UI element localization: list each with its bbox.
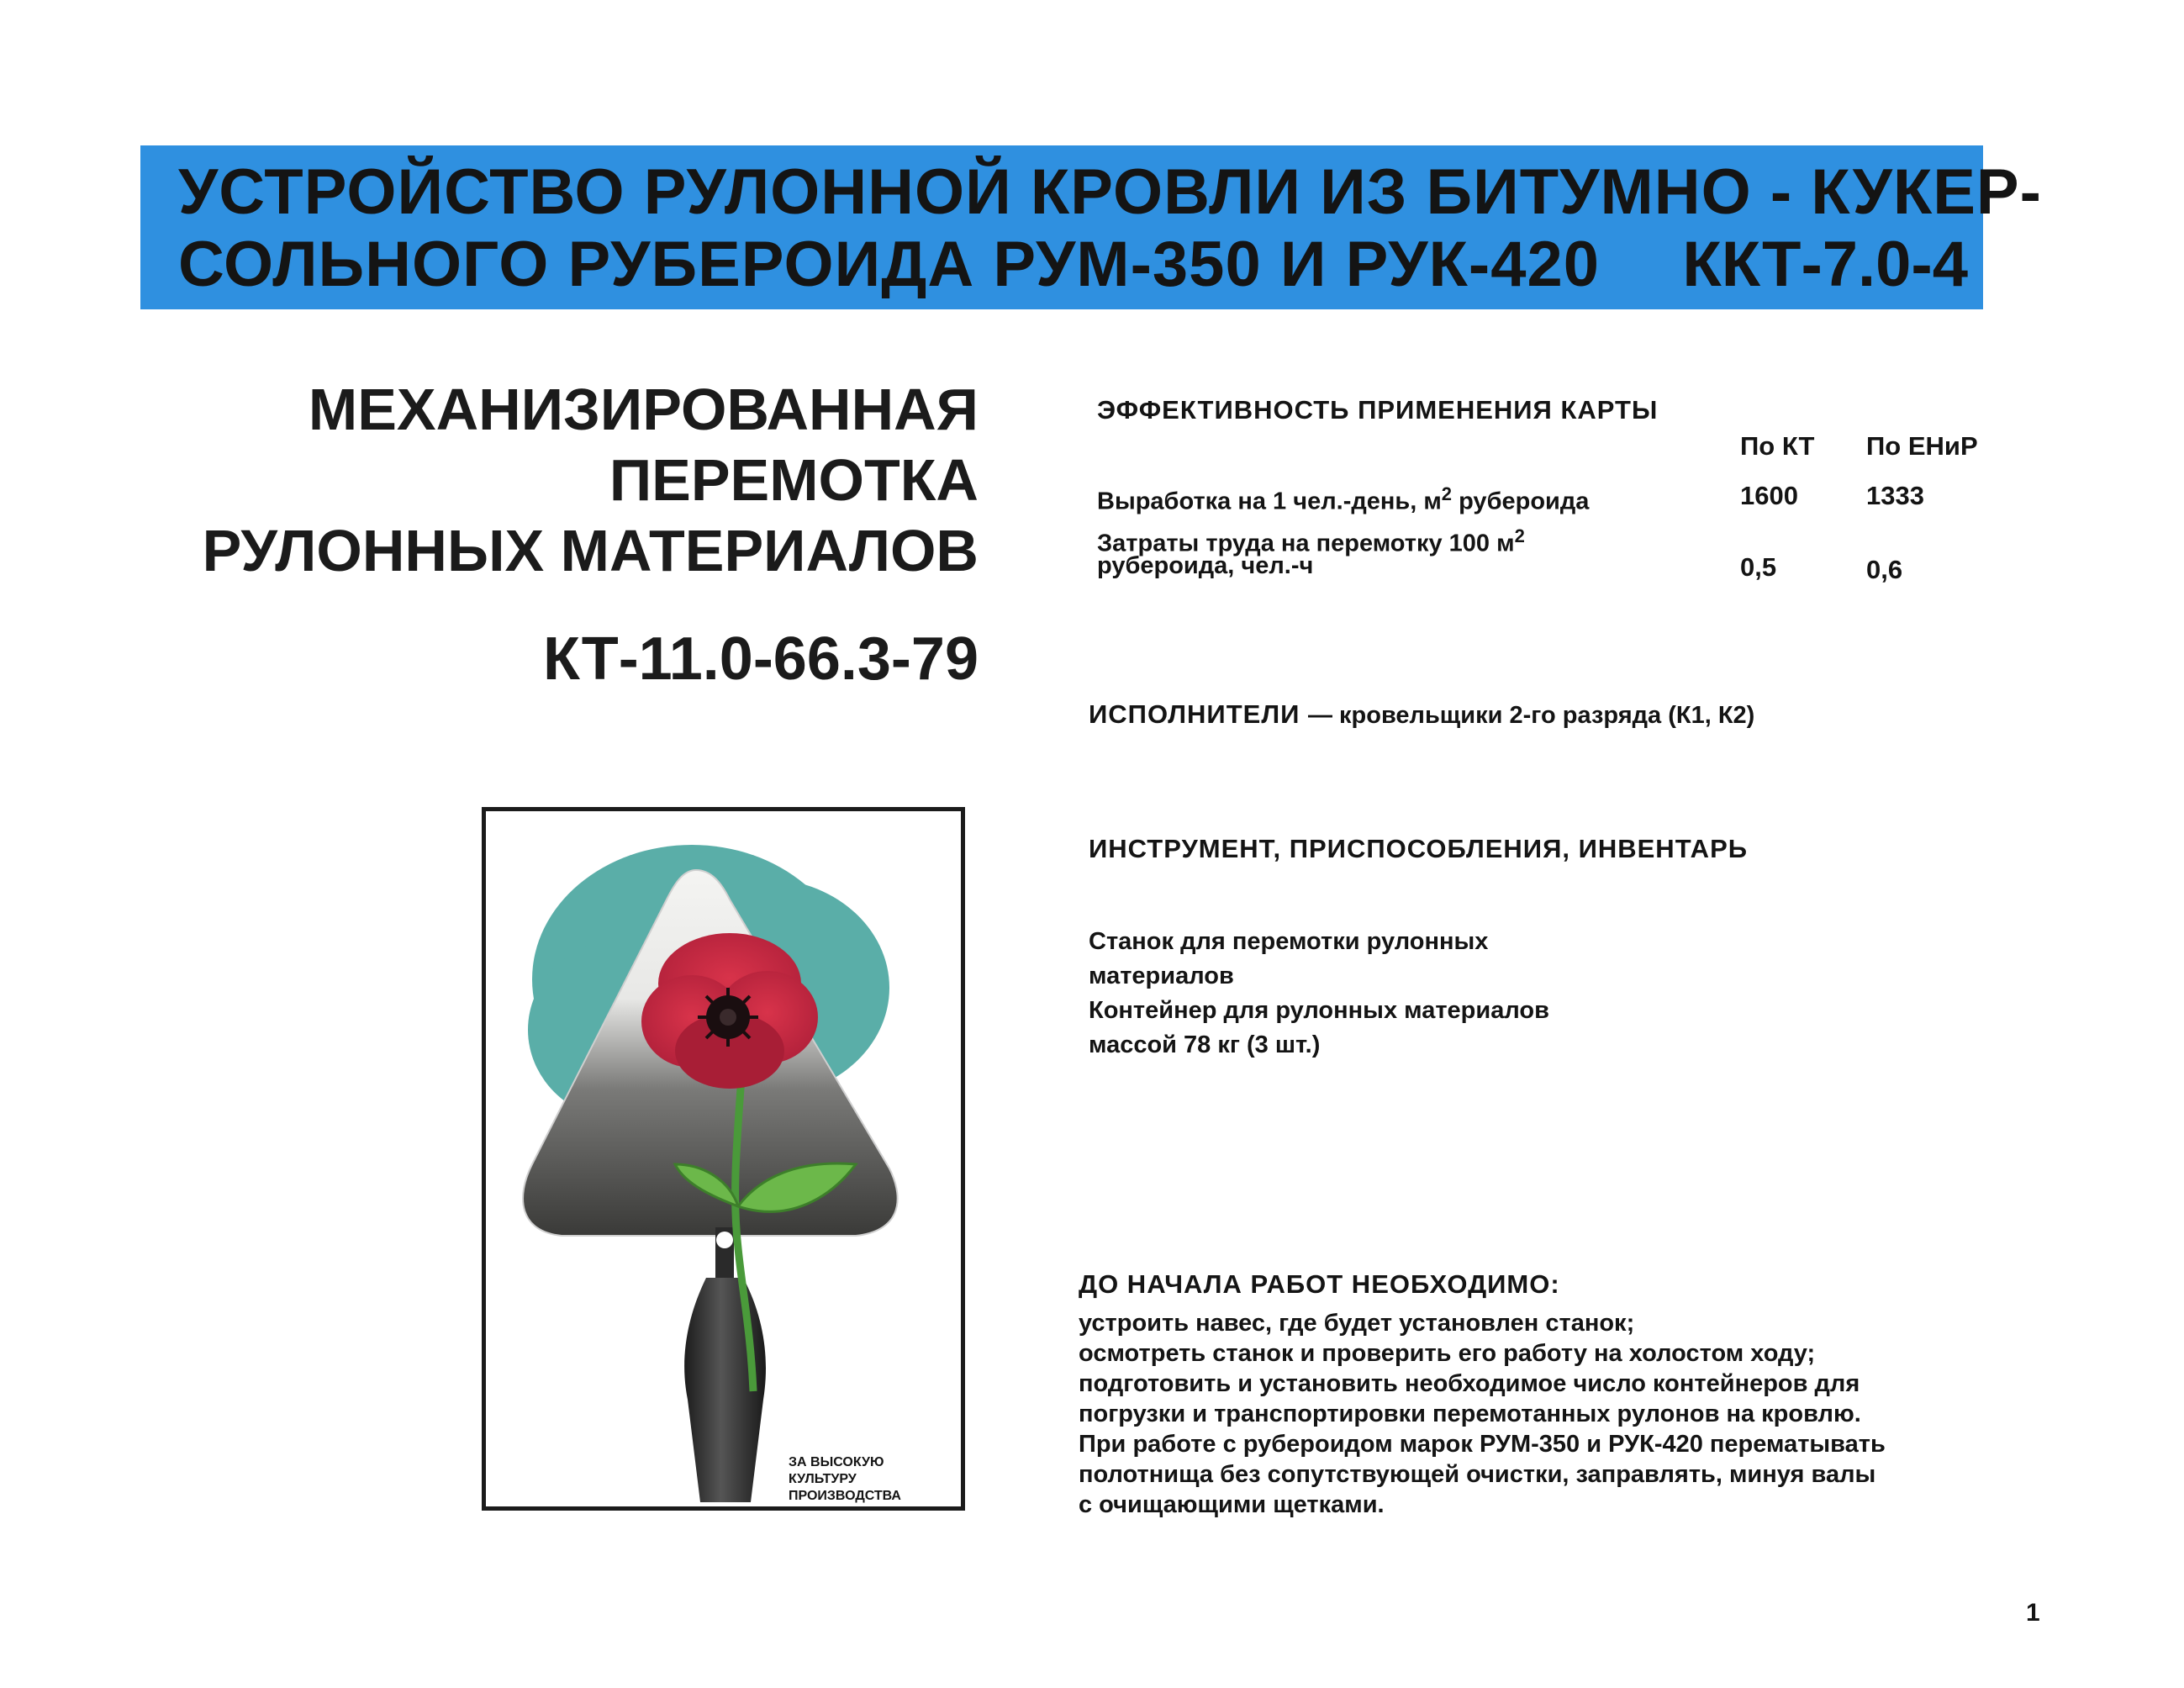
page-number: 1 [2026,1599,2040,1627]
preparation-line: с очищающими щетками. [1079,1491,1385,1518]
poster-caption-line: ПРОИЗВОДСТВА [789,1489,901,1503]
tools-heading: ИНСТРУМЕНТ, ПРИСПОСОБЛЕНИЯ, ИНВЕНТАРЬ [1089,834,1749,863]
card-title-line: ПЕРЕМОТКА [609,447,979,513]
executors-line [1089,699,1754,730]
poster-artwork [486,811,961,1506]
tools-line: материалов [1089,963,1234,989]
trowel-neck-hole [716,1232,733,1248]
poster-caption [789,1454,901,1505]
efficiency-column-header: По КТ [1740,431,1815,461]
tools-line: Контейнер для рулонных материалов [1089,997,1549,1024]
preparation-line: осмотреть станок и проверить его работу на холостом ходу; [1079,1340,1816,1367]
preparation-line: полотнища без сопутствующей очистки, заправлять, минуя валы [1079,1461,1876,1488]
preparation-line: погрузки и транспортировки перемотанных рулонов на кровлю. [1079,1401,1861,1427]
efficiency-value: 1333 [1866,481,1924,510]
efficiency-column-header: По ЕНиР [1866,431,1978,461]
executors-text: — кровельщики 2-го разряда (К1, К2) [1307,702,1755,729]
poster-caption-line: ЗА ВЫСОКУЮ [789,1455,884,1469]
card-title-line: РУЛОННЫХ МАТЕРИАЛОВ [202,518,979,583]
tools-list [1089,925,1549,1063]
efficiency-value: 0,6 [1866,555,1903,584]
efficiency-value: 1600 [1740,481,1798,510]
preparation-line: При работе с рубероидом марок РУМ-350 и РУК-420 перематывать [1079,1431,1886,1458]
tools-line: Станок для перемотки рулонных [1089,928,1489,955]
unit-superscript: 2 [1441,483,1453,504]
banner-card-code: ККТ-7.0-4 [1682,229,1968,300]
banner-title-line-1: УСТРОЙСТВО РУЛОННОЙ КРОВЛИ ИЗ БИТУМНО - КУКЕР- [178,156,2042,228]
card-title [203,374,979,586]
card-code: КТ-11.0-66.3-79 [542,625,979,693]
preparation-heading: ДО НАЧАЛА РАБОТ НЕОБХОДИМО: [1079,1269,1560,1299]
efficiency-row-label-text: Выработка на 1 чел.-день, м [1097,488,1442,515]
efficiency-row-label-continuation: рубероида, чел.-ч [1097,552,1314,579]
efficiency-row-label-text: рубероида [1452,488,1590,515]
efficiency-row-label [1097,479,1589,517]
preparation-line: устроить навес, где будет установлен станок; [1079,1310,1635,1337]
banner-title-line-2: СОЛЬНОГО РУБЕРОИДА РУМ-350 И РУК-420 [178,229,1601,300]
efficiency-row-label-text: Затраты труда на перемотку 100 м [1097,530,1515,557]
poster-caption-line: КУЛЬТУРУ [789,1472,857,1486]
efficiency-value: 0,5 [1740,552,1777,582]
preparation-line: подготовить и установить необходимое число контейнеров для [1079,1370,1860,1397]
title-banner [140,145,2042,309]
card-title-line: МЕХАНИЗИРОВАННАЯ [308,377,979,442]
efficiency-heading: ЭФФЕКТИВНОСТЬ ПРИМЕНЕНИЯ КАРТЫ [1097,395,1659,425]
unit-superscript: 2 [1514,525,1525,546]
executors-heading: ИСПОЛНИТЕЛИ [1089,699,1300,729]
preparation-text [1079,1308,1886,1520]
poster-illustration [482,807,965,1511]
tools-line: массой 78 кг (3 шт.) [1089,1031,1321,1058]
